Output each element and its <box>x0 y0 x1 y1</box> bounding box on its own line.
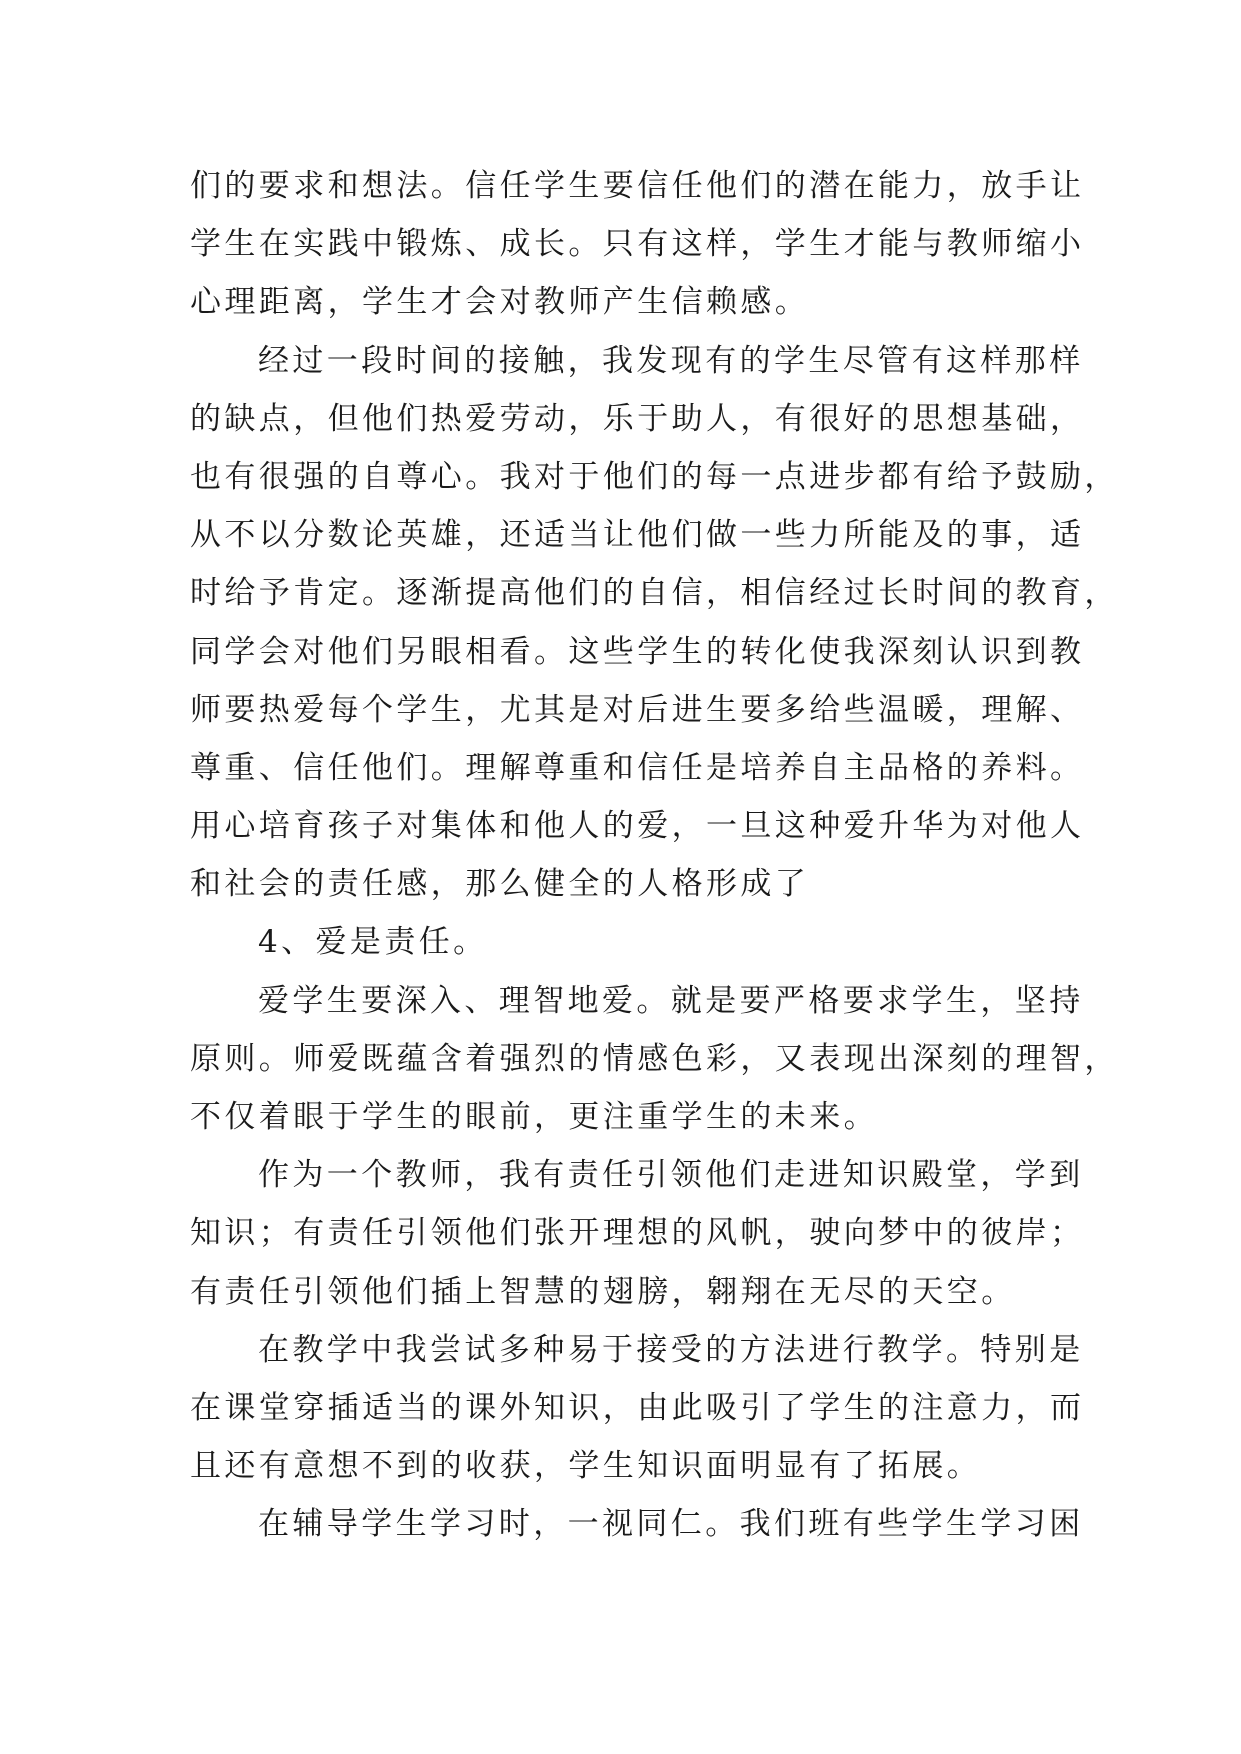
text-line: 同学会对他们另眼相看。这些学生的转化使我深刻认识到教 <box>190 633 1085 670</box>
document-body <box>190 157 1119 1554</box>
text-line: 从不以分数论英雄，还适当让他们做一些力所能及的事，适 <box>190 517 1085 554</box>
text-line: 的缺点，但他们热爱劳动，乐于助人，有很好的思想基础， <box>190 400 1085 437</box>
text-line: 知识；有责任引领他们张开理想的风帆，驶向梦中的彼岸； <box>190 1215 1085 1252</box>
text-line: 且还有意想不到的收获，学生知识面明显有了拓展。 <box>190 1448 982 1485</box>
text-line: 经过一段时间的接触，我发现有的学生尽管有这样那样 <box>258 342 1084 379</box>
text-line: 们的要求和想法。信任学生要信任他们的潜在能力，放手让 <box>190 168 1085 204</box>
text-line: 原则。师爱既蕴含着强烈的情感色彩，又表现出深刻的理智， <box>190 1040 1119 1077</box>
text-line: 在课堂穿插适当的课外知识，由此吸引了学生的注意力，而 <box>190 1389 1085 1426</box>
text-line: 爱学生要深入、理智地爱。就是要严格要求学生，坚持 <box>258 982 1084 1019</box>
text-line: 用心培育孩子对集体和他人的爱，一旦这种爱升华为对他人 <box>190 808 1085 845</box>
text-line: 在教学中我尝试多种易于接受的方法进行教学。特别是 <box>258 1331 1084 1368</box>
text-line: 作为一个教师，我有责任引领他们走进知识殿堂，学到 <box>258 1157 1084 1194</box>
text-line: 也有很强的自尊心。我对于他们的每一点进步都有给予鼓励， <box>190 458 1119 495</box>
text-line: 在辅导学生学习时，一视同仁。我们班有些学生学习困 <box>258 1506 1084 1543</box>
text-line: 尊重、信任他们。理解尊重和信任是培养自主品格的养料。 <box>190 749 1085 786</box>
text-line: 4、爱是责任。 <box>258 924 488 961</box>
text-line: 心理距离，学生才会对教师产生信赖感。 <box>190 284 810 321</box>
text-line: 不仅着眼于学生的眼前，更注重学生的未来。 <box>190 1099 878 1135</box>
text-line: 有责任引领他们插上智慧的翅膀，翱翔在无尽的天空。 <box>190 1273 1016 1310</box>
text-line: 和社会的责任感，那么健全的人格形成了 <box>190 866 810 903</box>
text-line: 师要热爱每个学生，尤其是对后进生要多给些温暖，理解、 <box>190 691 1085 728</box>
text-line: 学生在实践中锻炼、成长。只有这样，学生才能与教师缩小 <box>190 226 1085 263</box>
text-line: 时给予肯定。逐渐提高他们的自信，相信经过长时间的教育， <box>190 575 1119 612</box>
